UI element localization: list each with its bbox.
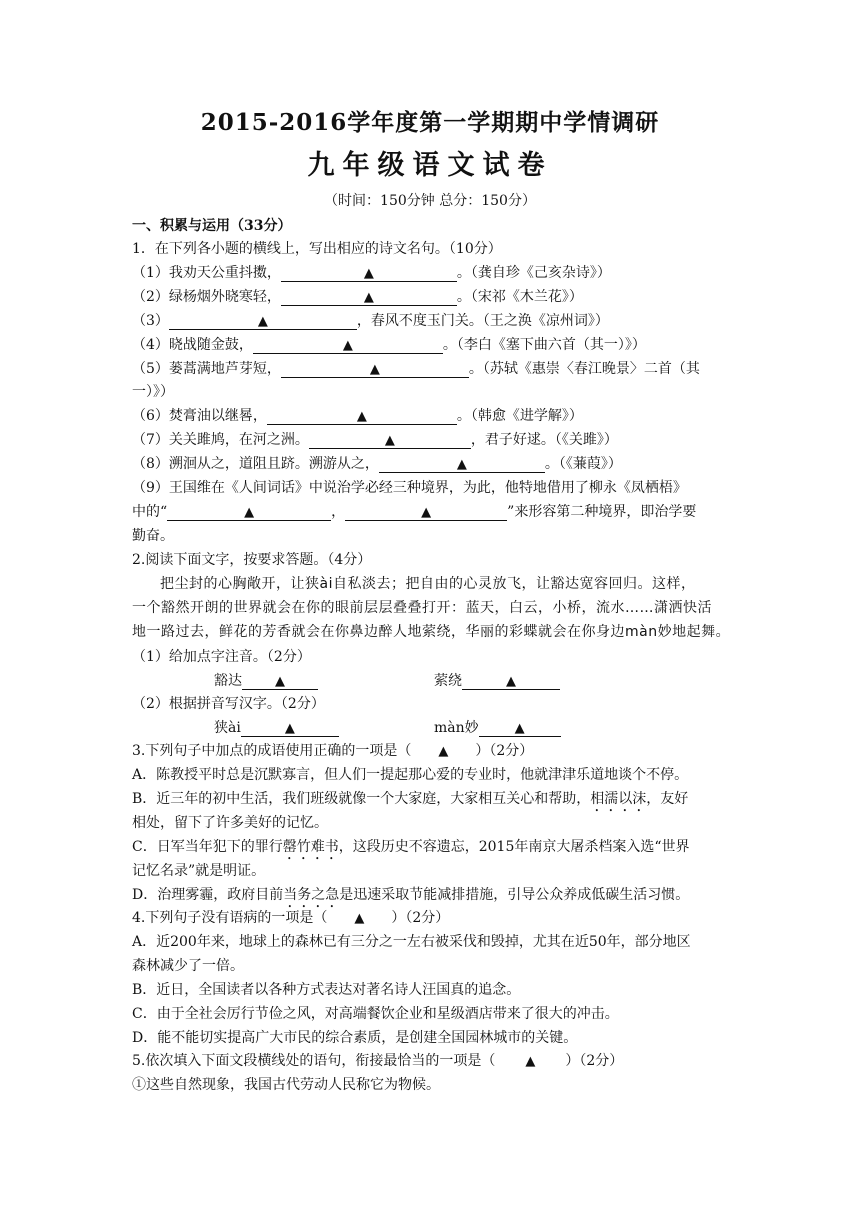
- q1-item-5-post: 。（苏轼《惠崇〈春江晚景〉二首（其: [468, 361, 700, 377]
- q2-sub-1-a-label: 豁达: [214, 673, 242, 689]
- q1-item-3: [132, 310, 742, 332]
- blank-marker: ▲: [244, 505, 255, 520]
- q3-option-b-pre: B．近三年的初中生活，我们班级就像一个大家庭，大家相互关心和帮助，: [132, 791, 591, 807]
- q2-sub-1-a: [214, 670, 414, 692]
- q4-option-a: A．近200年来，地球上的森林已有三分之一左右被采伐和毁掉，尤其在近50年，部分地区: [132, 934, 691, 950]
- q5-stem-post: ）（2分）: [565, 1053, 624, 1069]
- q2-sub-1: （1）给加点字注音。（2分）: [132, 649, 311, 665]
- q1-stem: 1．在下列各小题的横线上，写出相应的诗文名句。（10分）: [132, 241, 502, 257]
- blank-marker: ▲: [342, 338, 353, 353]
- dotted-idiom: 罄竹难书: [282, 839, 339, 855]
- q1-item-9-pre: 中的“: [132, 504, 168, 520]
- choice-slot[interactable]: [411, 740, 475, 763]
- q2-stem: 2.阅读下面文字，按要求答题。（4分）: [132, 552, 372, 568]
- q1-item-5-cont: 一）》）: [132, 384, 174, 400]
- q4-option-d: D．能不能切实提高广大市民的综合素质，是创建全国园林城市的关键。: [132, 1030, 578, 1046]
- q3-option-c-post: ，这段历史不容遗忘，2015年南京大屠杀档案入选“世界: [338, 839, 690, 855]
- blank-marker: ▲: [284, 721, 295, 736]
- exam-meta: （时间：150分钟 总分：150分）: [324, 193, 536, 209]
- answer-blank[interactable]: [281, 289, 457, 306]
- q3-stem-pre: 3.下列句子中加点的成语使用正确的一项是（: [132, 743, 412, 759]
- blank-marker: ▲: [525, 1054, 536, 1069]
- q1-item-7: [132, 429, 742, 451]
- answer-blank[interactable]: [242, 673, 318, 690]
- q4-stem-pre: 4.下列句子没有语病的一项是（: [132, 910, 328, 926]
- dotted-idiom: 相濡以沫: [590, 791, 647, 807]
- q1-item-5: [132, 358, 742, 380]
- q1-item-9: （9）王国维在《人间词话》中说治学必经三种境界，为此，他特地借用了柳永《凤栖梧》: [132, 480, 687, 496]
- blank-marker: ▲: [363, 266, 374, 281]
- q1-item-8-pre: （8）溯洄从之，道阻且跻。溯游从之，: [132, 456, 379, 472]
- q4-stem-post: ）（2分）: [391, 910, 450, 926]
- blank-marker: ▲: [363, 290, 374, 305]
- q1-item-2-pre: （2）绿杨烟外晓寒轻，: [132, 289, 281, 305]
- q4-option-b: B．近日，全国读者以各种方式表达对著名诗人汪国真的追念。: [132, 982, 521, 998]
- answer-blank[interactable]: [462, 673, 560, 690]
- choice-slot[interactable]: [327, 907, 391, 930]
- q1-item-3-pre: （3）: [132, 313, 169, 329]
- q3-option-d-pre: D．治理雾霾，政府目前: [132, 887, 284, 903]
- exam-title: 2015-2016学年度第一学期期中学情调研: [200, 109, 660, 136]
- q4-stem: [132, 907, 742, 930]
- q1-item-1-post: 。（龚自珍《己亥杂诗》）: [456, 265, 611, 281]
- answer-blank[interactable]: [479, 720, 561, 737]
- q1-item-4: [132, 334, 742, 356]
- q2-paragraph-line-2: 一个豁然开朗的世界就会在你的眼前层层叠叠打开：蓝天，白云，小桥，流水……潇洒快活: [132, 600, 712, 616]
- q4-option-a-cont: 森林减少了一倍。: [132, 958, 244, 974]
- q2-sub-2-b-label: màn妙: [434, 720, 479, 736]
- q5-stem-pre: 5.依次填入下面文段横线处的语句，衔接最恰当的一项是（: [132, 1053, 496, 1069]
- q2-sub-2: （2）根据拼音写汉字。（2分）: [132, 696, 325, 712]
- answer-blank[interactable]: [241, 720, 339, 737]
- q1-item-8-post: 。（《蒹葭》）: [544, 456, 622, 472]
- q3-option-c: [132, 836, 742, 863]
- q1-item-9-post: ”来形容第二种境界，即治学要: [507, 504, 697, 520]
- section-heading: 一、积累与运用（33分）: [132, 218, 292, 234]
- q1-item-6: [132, 405, 742, 427]
- answer-blank[interactable]: [267, 408, 457, 425]
- q3-option-b-post: ，友好: [646, 791, 689, 807]
- q2-sub-2-a-label: 狭ài: [214, 720, 241, 736]
- blank-marker: ▲: [369, 362, 380, 377]
- q1-item-7-pre: （7）关关雎鸠，在河之洲。: [132, 432, 309, 448]
- q1-item-8: [132, 453, 742, 475]
- q3-option-d-post: 是迅速采取节能减排措施，引导公众养成低碳生活习惯。: [339, 887, 690, 903]
- blank-marker: ▲: [354, 911, 365, 926]
- q1-item-4-post: 。（李白《塞下曲六首（其一）》）: [442, 337, 646, 353]
- q3-stem: [132, 740, 742, 763]
- q5-item-1: ①这些自然现象，我国古代劳动人民称它为物候。: [132, 1077, 440, 1093]
- choice-slot[interactable]: [495, 1050, 565, 1073]
- q3-option-a: A．陈教授平时总是沉默寡言，但人们一提起那心爱的专业时，他就津津乐道地谈个不停。: [132, 767, 689, 783]
- blank-marker: ▲: [456, 457, 467, 472]
- subject-title: 九年级语文试卷: [307, 150, 553, 181]
- blank-marker: ▲: [356, 409, 367, 424]
- blank-marker: ▲: [384, 433, 395, 448]
- q1-item-9-cont: 勤奋。: [132, 528, 174, 544]
- q1-item-2: [132, 286, 742, 308]
- answer-blank[interactable]: [281, 265, 457, 282]
- q5-stem: [132, 1050, 742, 1073]
- q2-sub-2-a: [214, 717, 414, 739]
- q1-item-1: [132, 262, 742, 284]
- q3-option-b-cont: 相处，留下了许多美好的记忆。: [132, 815, 328, 831]
- q2-paragraph-line-1: 把尘封的心胸敞开，让狭ài自私淡去；把自由的心灵放飞，让豁达宽容回归。这样，: [160, 576, 696, 592]
- answer-blank[interactable]: [309, 432, 471, 449]
- q3-option-c-pre: C．日军当年犯下的罪行: [132, 839, 283, 855]
- answer-blank[interactable]: [345, 504, 507, 521]
- dotted-idiom: 当务之急: [283, 887, 340, 903]
- answer-blank[interactable]: [253, 337, 443, 354]
- blank-marker: ▲: [438, 744, 449, 759]
- q3-stem-post: ）（2分）: [475, 743, 534, 759]
- answer-blank[interactable]: [379, 456, 545, 473]
- q3-option-c-cont: 记忆名录”就是明证。: [132, 863, 266, 879]
- q1-item-1-pre: （1）我劝天公重抖擞，: [132, 265, 281, 281]
- q1-item-9-line2: [132, 501, 742, 523]
- blank-marker: ▲: [514, 721, 525, 736]
- q1-item-5-pre: （5）蒌蒿满地芦芽短，: [132, 361, 281, 377]
- q2-sub-1-b-label: 萦绕: [434, 673, 462, 689]
- q1-item-4-pre: （4）晓战随金鼓，: [132, 337, 253, 353]
- blank-marker: ▲: [421, 505, 432, 520]
- blank-marker: ▲: [506, 674, 516, 689]
- q1-item-9-mid: ，: [331, 504, 346, 520]
- answer-blank[interactable]: [281, 361, 469, 378]
- q1-item-6-pre: （6）焚膏油以继晷，: [132, 408, 267, 424]
- q2-sub-2-b: [434, 717, 634, 739]
- blank-marker: ▲: [257, 314, 268, 329]
- q1-item-2-post: 。（宋祁《木兰花》）: [456, 289, 583, 305]
- blank-marker: ▲: [275, 674, 285, 689]
- answer-blank[interactable]: [169, 313, 357, 330]
- q1-item-3-post: ，春风不度玉门关。（王之涣《凉州词》）: [356, 313, 609, 329]
- q4-option-c: C．由于全社会厉行节俭之风，对高端餐饮企业和星级酒店带来了很大的冲击。: [132, 1006, 619, 1022]
- q2-paragraph-line-3: 地一路过去，鲜花的芳香就会在你鼻边醉人地萦绕，华丽的彩蝶就会在你身边màn妙地起舞。: [132, 624, 731, 640]
- q3-option-b: [132, 788, 742, 815]
- q2-sub-1-b: [434, 670, 634, 692]
- answer-blank[interactable]: [167, 504, 331, 521]
- q1-item-6-post: 。（韩愈《进学解》）: [456, 408, 583, 424]
- q1-item-7-post: ，君子好逑。（《关雎》）: [470, 432, 618, 448]
